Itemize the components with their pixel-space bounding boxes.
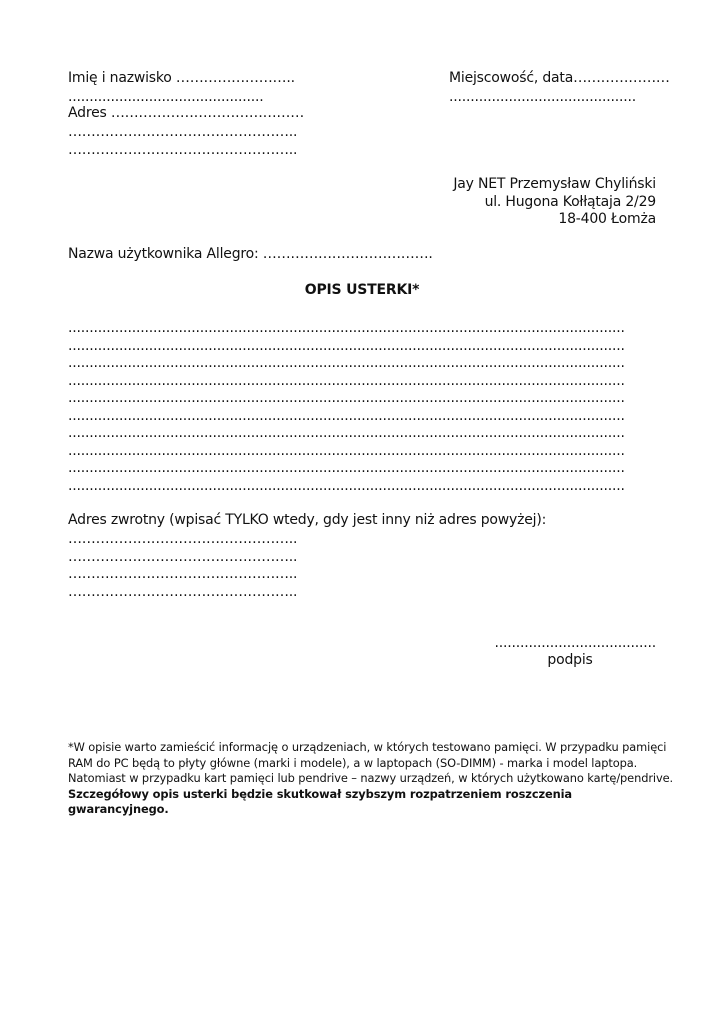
signature-label: podpis xyxy=(547,652,593,668)
description-line: ................................................................................................................................... xyxy=(68,355,625,371)
footnote-emphasis: gwarancyjnego. xyxy=(68,802,169,816)
signature-line: ...................................... xyxy=(494,635,656,651)
description-line: ................................................................................................................................... xyxy=(68,443,625,459)
footnote-line: RAM do PC będą to płyty główne (marki i modele), a w laptopach (SO-DIMM) - marka i model laptopa. xyxy=(68,756,638,770)
allegro-username-field: Nazwa użytkownika Allegro: ………………………………. xyxy=(68,246,433,262)
recipient-name: Jay NET Przemysław Chyliński xyxy=(453,176,656,192)
section-title: OPIS USTERKI* xyxy=(304,282,420,298)
name-field-line: .............................................. xyxy=(68,89,264,105)
return-address-line: ………………………………………….. xyxy=(68,584,298,600)
place-date-field-line: ............................................ xyxy=(449,89,637,105)
description-line: ................................................................................................................................... xyxy=(68,408,625,424)
return-address-line: ………………………………………….. xyxy=(68,549,298,565)
description-line: ................................................................................................................................... xyxy=(68,373,625,389)
return-address-label: Adres zwrotny (wpisać TYLKO wtedy, gdy jest inny niż adres powyżej): xyxy=(68,512,547,528)
description-line: ................................................................................................................................... xyxy=(68,460,625,476)
footnote-emphasis: Szczegółowy opis usterki będzie skutkował szybszym rozpatrzeniem roszczenia xyxy=(68,787,573,801)
description-line: ................................................................................................................................... xyxy=(68,425,625,441)
footnote-line: Natomiast w przypadku kart pamięci lub pendrive – nazwy urządzeń, w których użytkowano kartę/pendrive. xyxy=(68,771,674,785)
description-line: ................................................................................................................................... xyxy=(68,478,625,494)
description-line: ................................................................................................................................... xyxy=(68,338,625,354)
description-line: ................................................................................................................................... xyxy=(68,390,625,406)
place-date-field: Miejscowość, data………………… xyxy=(449,70,670,86)
description-line: ................................................................................................................................... xyxy=(68,320,625,336)
recipient-city: 18-400 Łomża xyxy=(558,211,656,227)
return-address-line: ………………………………………….. xyxy=(68,566,298,582)
return-address-line: ………………………………………….. xyxy=(68,531,298,547)
name-field: Imię i nazwisko …………………….. xyxy=(68,70,295,86)
address-field-line: ………………………………………….. xyxy=(68,124,298,140)
address-field-line: ………………………………………….. xyxy=(68,142,298,158)
footnote-line: *W opisie warto zamieścić informację o urządzeniach, w których testowano pamięci. W przypadku pamięci xyxy=(68,740,667,754)
recipient-street: ul. Hugona Kołłątaja 2/29 xyxy=(484,194,656,210)
address-field: Adres …………………………………… xyxy=(68,105,305,121)
